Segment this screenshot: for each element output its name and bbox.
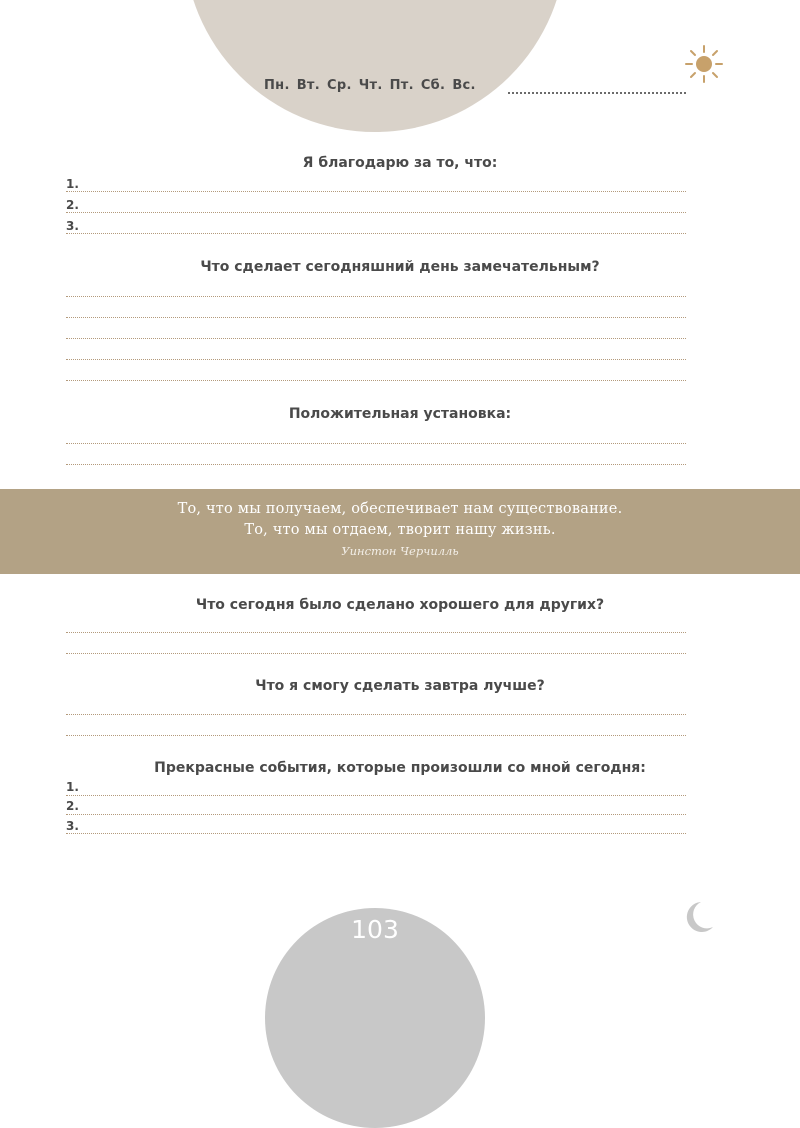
- gratitude-number-1: 1.: [66, 177, 79, 191]
- better-tomorrow-heading: Что я смогу сделать завтра лучше?: [255, 678, 545, 694]
- amazing-events-line-3[interactable]: [66, 833, 686, 834]
- good-for-others-line-2[interactable]: [66, 653, 686, 654]
- gratitude-heading: Я благодарю за то, что:: [302, 155, 498, 171]
- page-number: 103: [351, 915, 399, 944]
- affirmation-line-1[interactable]: [66, 443, 686, 444]
- sun-icon: [684, 44, 724, 84]
- quote-line-1: То, что мы получаем, обеспечивает нам существование.: [177, 501, 623, 517]
- great-day-line-3[interactable]: [66, 338, 686, 339]
- great-day-line-2[interactable]: [66, 317, 686, 318]
- moon-icon: [684, 900, 714, 934]
- quote-author: Уинстон Черчилль: [341, 544, 459, 558]
- great-day-line-4[interactable]: [66, 359, 686, 360]
- great-day-line-1[interactable]: [66, 296, 686, 297]
- gratitude-number-3: 3.: [66, 219, 79, 233]
- amazing-events-line-1[interactable]: [66, 795, 686, 796]
- weekday-sun[interactable]: Вс.: [452, 78, 476, 93]
- great-day-line-5[interactable]: [66, 380, 686, 381]
- amazing-events-heading: Прекрасные события, которые произошли со мной сегодня:: [154, 760, 646, 776]
- weekday-row: [264, 78, 476, 93]
- affirmation-line-2[interactable]: [66, 464, 686, 465]
- weekday-wed[interactable]: Ср.: [327, 78, 352, 93]
- weekday-fri[interactable]: Пт.: [389, 78, 414, 93]
- better-tomorrow-line-1[interactable]: [66, 714, 686, 715]
- weekday-thu[interactable]: Чт.: [358, 78, 383, 93]
- weekday-tue[interactable]: Вт.: [296, 78, 320, 93]
- amazing-events-number-1: 1.: [66, 780, 79, 794]
- gratitude-number-2: 2.: [66, 198, 79, 212]
- great-day-heading: Что сделает сегодняшний день замечательным?: [200, 259, 600, 275]
- gratitude-line-1[interactable]: [66, 191, 686, 192]
- quote-line-2: То, что мы отдаем, творит нашу жизнь.: [244, 522, 556, 538]
- quote-band: [0, 489, 800, 574]
- affirmation-heading: Положительная установка:: [288, 406, 512, 422]
- good-for-others-heading: Что сегодня было сделано хорошего для других?: [195, 597, 605, 613]
- gratitude-line-3[interactable]: [66, 233, 686, 234]
- amazing-events-number-3: 3.: [66, 819, 79, 833]
- header-circle: [184, 0, 566, 132]
- good-for-others-line-1[interactable]: [66, 632, 686, 633]
- amazing-events-number-2: 2.: [66, 799, 79, 813]
- weekday-sat[interactable]: Сб.: [420, 78, 446, 93]
- gratitude-line-2[interactable]: [66, 212, 686, 213]
- amazing-events-line-2[interactable]: [66, 814, 686, 815]
- weekday-mon[interactable]: Пн.: [264, 78, 290, 93]
- date-input-line[interactable]: [508, 92, 686, 94]
- better-tomorrow-line-2[interactable]: [66, 735, 686, 736]
